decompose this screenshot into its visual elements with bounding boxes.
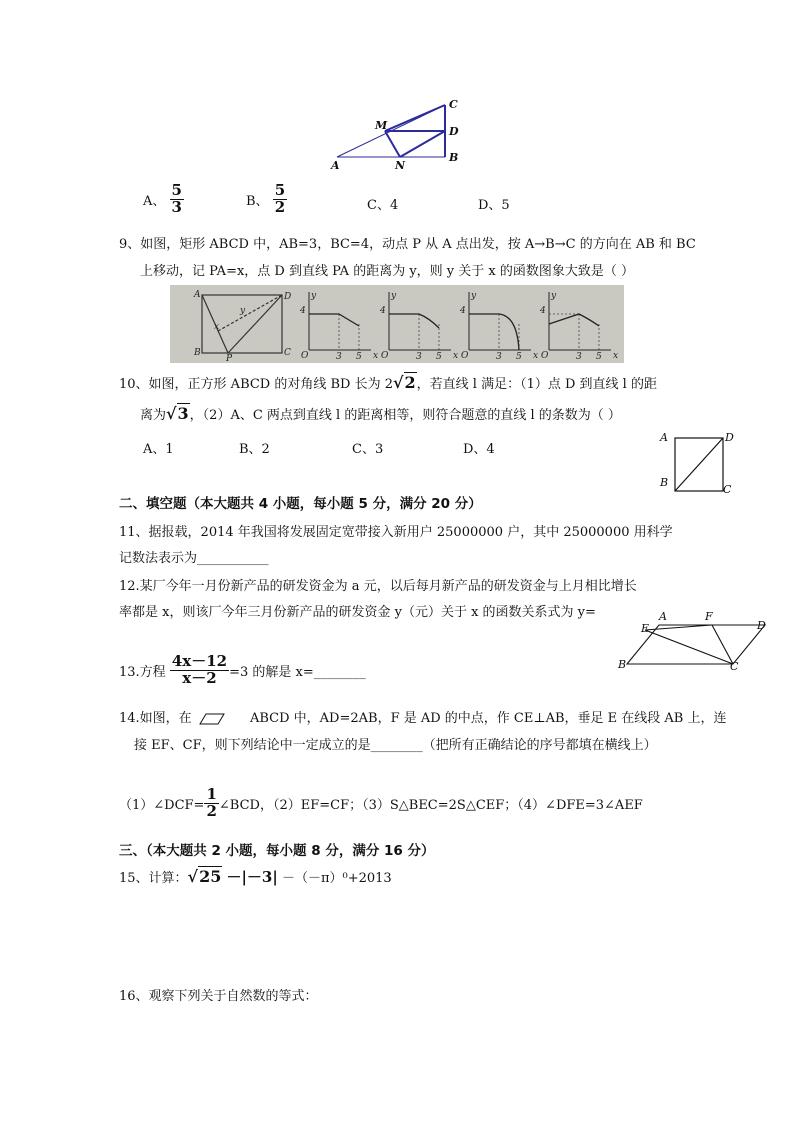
q8-label-a: A [331,159,340,172]
q9-graph-3-y-label: y [471,291,477,301]
q14-line1-part-b: ABCD 中，AD=2AB，F 是 AD 的中点，作 CE⊥AB，垂足 E 在线段 AB 上，连 [249,711,727,726]
q9-graph-3-origin: O [461,351,469,361]
q8-label-d: D [449,125,459,138]
q9-graph-2-tick-5: 5 [436,352,442,362]
q11-text-line2: 记数法表示为___________ [119,551,269,566]
q15-text [119,866,392,887]
q9-graph-4-origin: O [541,351,549,361]
q16-text-line1: 16、观察下列关于自然数的等式： [119,989,318,1004]
q10-option-b: B、2 [239,442,270,457]
q14-label-a: A [659,610,667,623]
q9-graph-1-tick-4: 4 [300,306,306,316]
q8-label-n: N [395,159,406,172]
q9-graph-2-curve [389,314,439,328]
q10-option-d: D、4 [463,442,495,457]
q9-graph-3-curve [469,314,519,350]
q14-conclusions-rest: ∠BCD，（2）EF=CF；（3）S△BEC=2S△CEF；（4）∠DFE=3∠AEF [218,797,643,813]
q8-option-d: D、5 [478,198,510,213]
q9-rect-p: P [226,354,233,364]
q14-conclusion-1-fraction: $\frac{1}{2}$ [206,785,217,820]
q9-graph-3-tick-5: 5 [516,352,522,362]
q13-text [119,654,366,687]
q8-label-m: M [375,119,388,132]
q10-label-d: D [725,431,734,444]
q10-sqrt-3: √3 [166,404,189,423]
q9-graph-4-tick-5: 5 [596,352,602,362]
q8-figure [325,95,470,175]
q9-graph-1-origin: O [301,351,309,361]
q14-text-line1 [119,707,727,726]
q9-graph-2-tick-4: 4 [380,306,386,316]
q13-prefix: 13.方程 [119,664,166,680]
q9-text-line1: 9、如图，矩形 ABCD 中，AB=3，BC=4，动点 P 从 A 点出发，按 A→B→C 的方向在 AB 和 BC [119,237,696,252]
q9-graph-1-curve [309,314,359,326]
q9-graph-3-x-label: x [533,351,539,361]
q15-sqrt-25: √25 [187,867,222,886]
q8-option-c: C、4 [367,198,399,213]
q8-option-b-label: B、 [246,193,269,209]
q9-graph-4-x-label: x [613,351,619,361]
q8-option-a-fraction: $\frac{5}{3}$ [171,181,182,216]
q13-suffix: =3 的解是 x=________ [229,664,366,680]
q10-line1-part-b: ，若直线 l 满足：（1）点 D 到直线 l 的距 [416,377,657,392]
q9-graph-2-origin: O [381,351,389,361]
q8-option-a [143,183,184,216]
q9-graph-2-y-label: y [391,291,397,301]
q10-sqrt-2: √2 [393,373,416,392]
q10-option-c: C、3 [352,442,384,457]
q9-graph-1-tick-3: 3 [336,352,342,362]
q10-label-a: A [660,431,668,444]
q9-graph-2-tick-3: 3 [416,352,422,362]
q9-graph-1-x-label: x [373,351,379,361]
q10-label-c: C [723,483,732,496]
section-2-heading: 二、填空题（本大题共 4 小题，每小题 5 分，满分 20 分） [119,496,482,512]
q8-option-a-label: A、 [143,193,166,209]
q14-conclusion-1-prefix: （1）∠DCF= [119,797,205,813]
q15-suffix: －（－π）⁰+2013 [281,871,392,886]
q8-option-b [246,183,287,216]
q9-rect-c: C [284,348,291,358]
q10-option-a: A、1 [143,442,174,457]
q9-graph-3-tick-3: 3 [496,352,502,362]
q9-rect-b: B [194,348,201,358]
q9-graph-1-y-label: y [311,291,317,301]
q9-graph-4-y-label: y [551,291,557,301]
q14-line1-part-a: 14.如图，在 [119,711,192,726]
parallelogram-icon [198,712,226,726]
q9-graph-3-tick-4: 4 [460,306,466,316]
q14-label-d: D [757,619,766,632]
q14-label-e: E [641,622,650,635]
q10-text-line2 [140,404,621,423]
q10-line1-part-a: 10、如图，正方形 ABCD 的对角线 BD 长为 2 [119,377,394,392]
q9-rect-y: y [240,306,246,316]
q8-label-c: C [449,98,458,111]
q10-line2-part-b: ，（2）A、C 两点到直线 l 的距离相等，则符合题意的直线 l 的条数为（ ） [189,408,621,423]
q11-text-line1: 11、据报载，2014 年我国将发展固定宽带接入新用户 25000000 户，其中 25000000 用科学 [119,525,673,540]
q13-fraction: $\frac{4x-12}{x-2}$ [171,652,228,687]
q9-graphs [295,288,619,362]
section-3-heading: 三、（本大题共 2 小题，每小题 8 分，满分 16 分） [119,843,435,859]
q9-graph-4-tick-4: 4 [540,306,546,316]
q9-graph-2-x-label: x [453,351,459,361]
q9-rect-d: D [284,292,292,302]
q15-abs: －|－3| [226,868,278,886]
q14-conclusions [119,787,643,820]
q10-text-line1 [119,373,657,392]
q14-figure [615,608,775,672]
q9-text-line2: 上移动，记 PA=x，点 D 到直线 PA 的距离为 y，则 y 关于 x 的函数图象大致是（ ） [140,264,635,279]
q14-label-f: F [705,610,713,623]
q9-rect-a: A [194,290,201,300]
q8-option-b-fraction: $\frac{5}{2}$ [274,181,286,216]
q15-prefix: 15、计算： [119,871,188,886]
q10-label-b: B [660,476,669,489]
q10-line2-part-a: 离为 [140,408,167,423]
q12-text-line1: 12.某厂今年一月份新产品的研发资金为 a 元，以后每月新产品的研发资金与上月相比增长 [119,579,637,594]
q9-rect-x: x [214,322,220,332]
q14-label-b: B [618,658,627,671]
q12-text-line2: 率都是 x，则该厂今年三月份新产品的研发资金 y（元）关于 x 的函数关系式为 y= [119,605,596,620]
q9-graph-4-tick-3: 3 [576,352,582,362]
q9-graph-1-tick-5: 5 [356,352,362,362]
q14-label-c: C [730,660,739,673]
q14-text-line2: 接 EF、CF，则下列结论中一定成立的是________（把所有正确结论的序号都填在横线上） [134,738,657,753]
q10-square-figure [655,428,740,498]
q8-label-b: B [449,151,459,164]
q9-graph-4-curve [549,314,599,326]
